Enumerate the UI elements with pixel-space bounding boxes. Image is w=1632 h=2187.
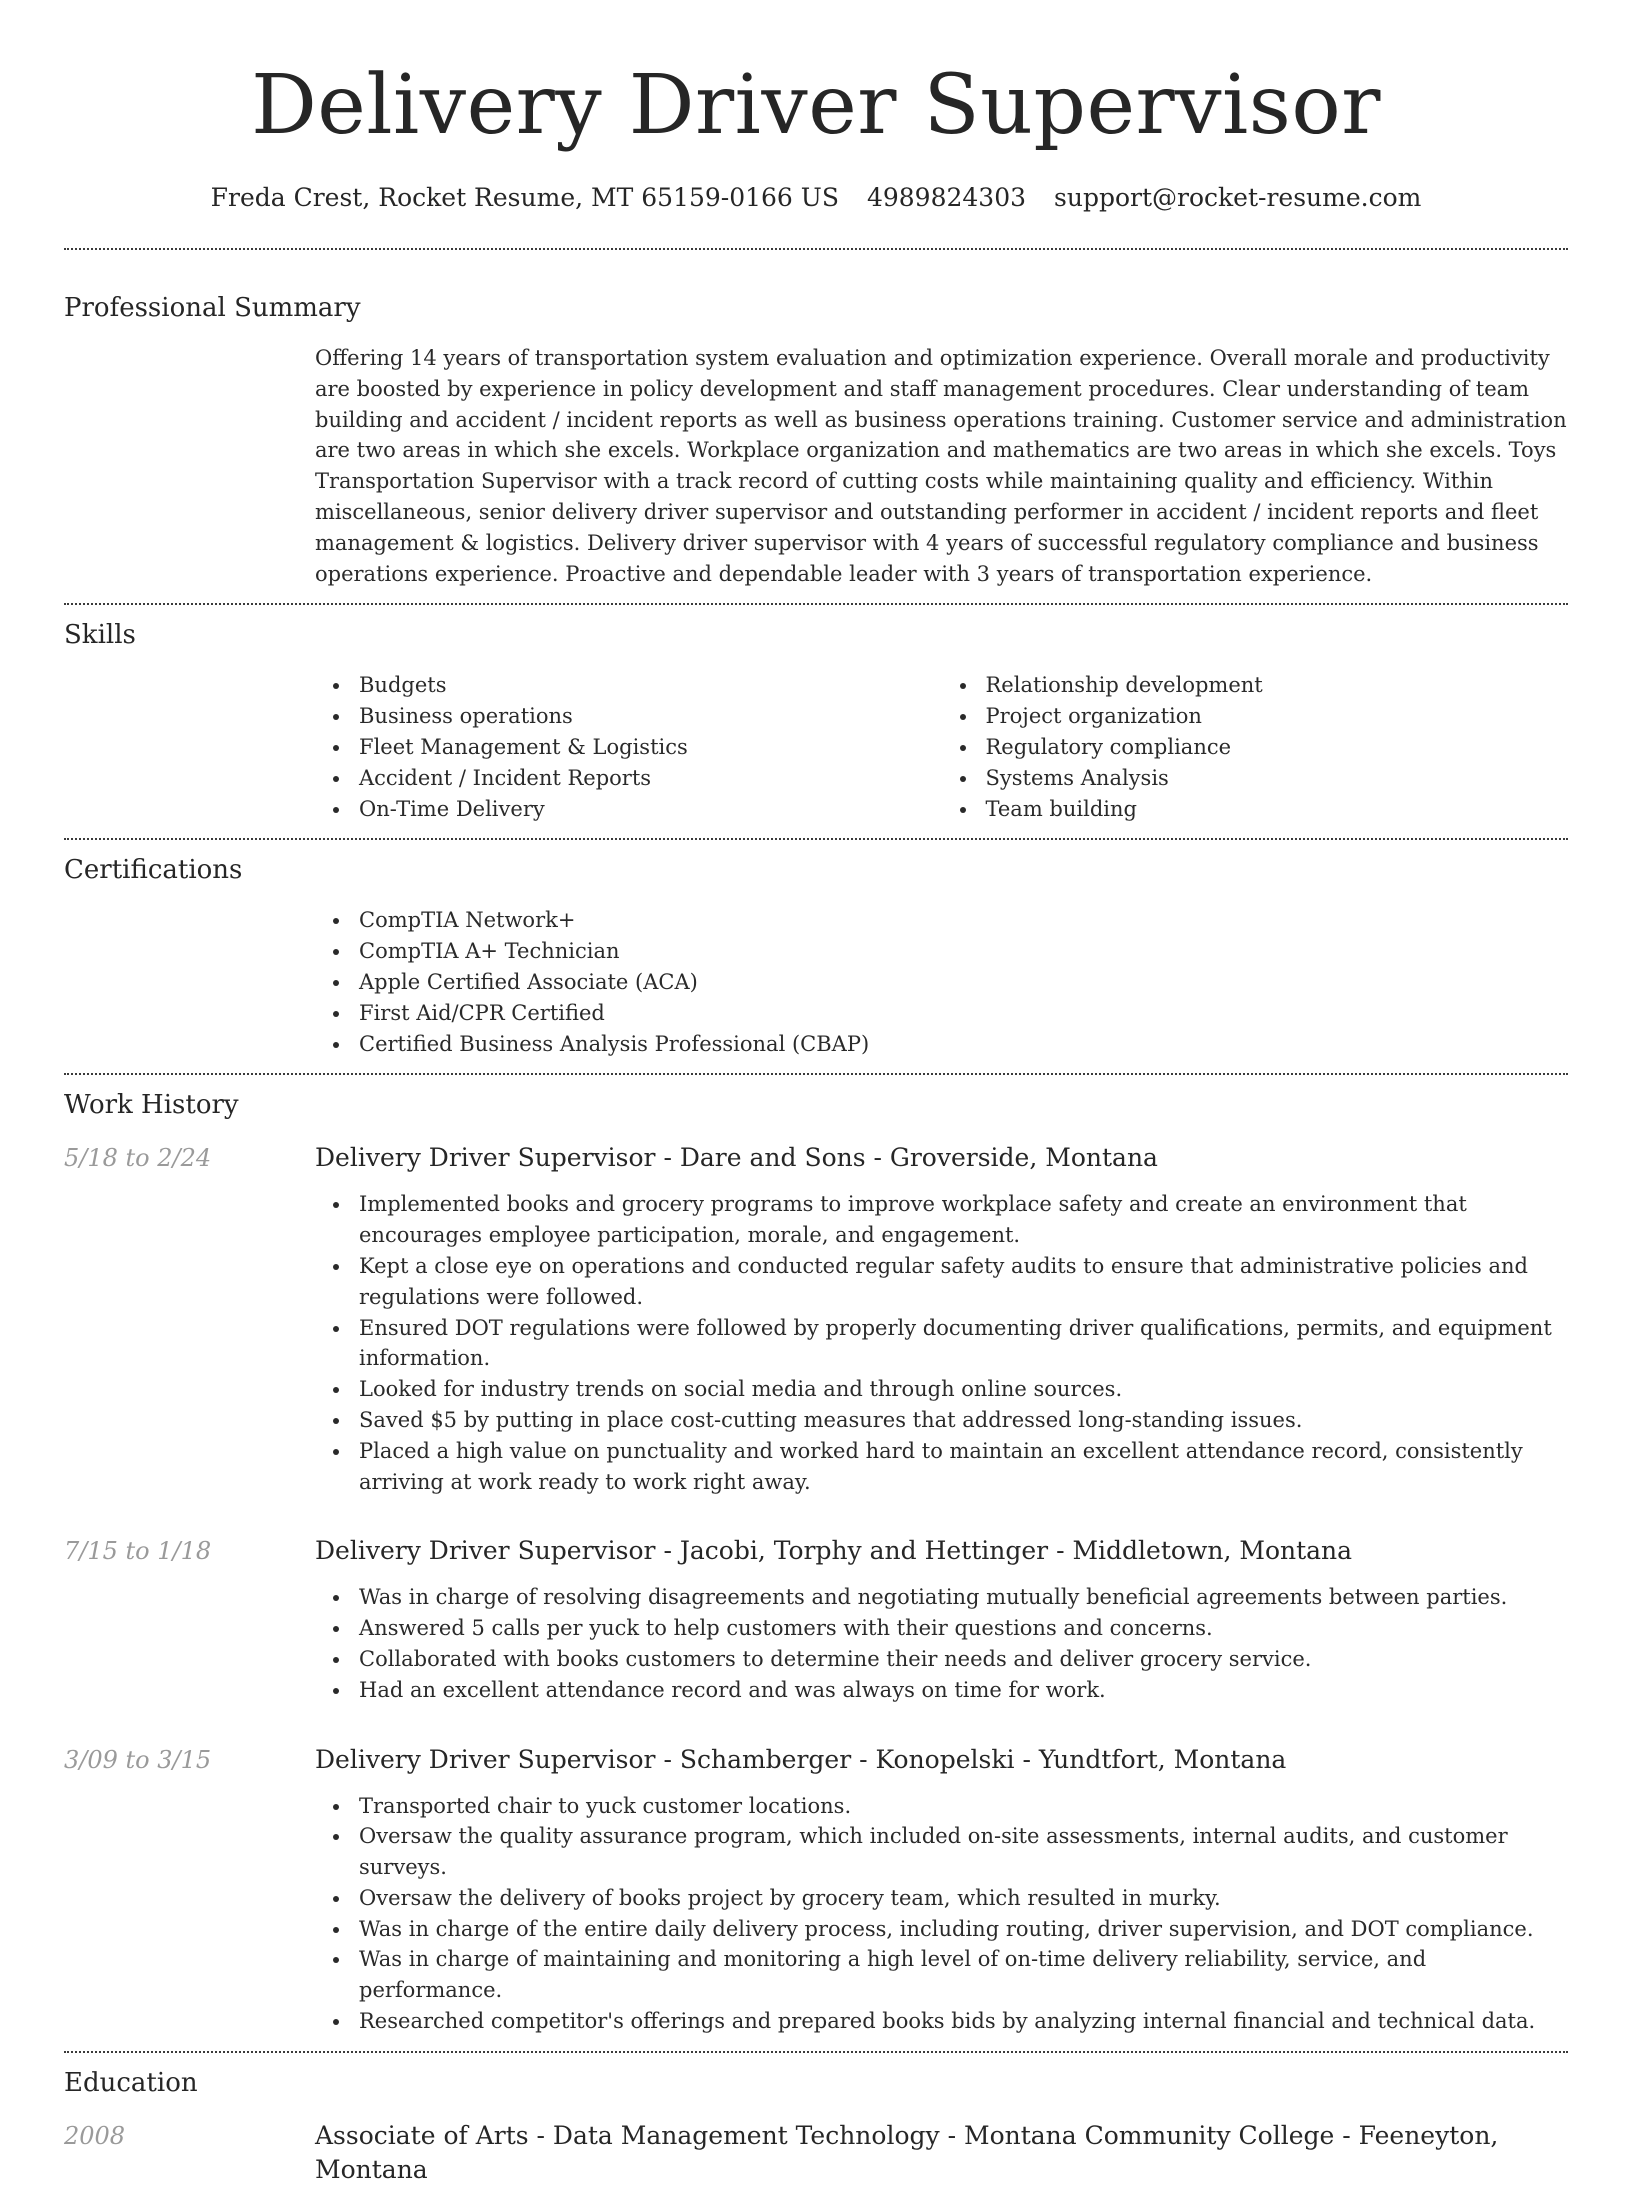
skill-item: Relationship development [986, 670, 1569, 701]
job-bullet: Ensured DOT regulations were followed by properly documenting driver qualifications, permits, and equipment information. [359, 1313, 1568, 1375]
section-divider [64, 603, 1568, 605]
resume-page [64, 0, 1568, 2187]
job-bullet: Implemented books and grocery programs to improve workplace safety and create an environment that encourages employee participation, morale, and engagement. [359, 1189, 1568, 1251]
job-bullet: Oversaw the delivery of books project by grocery team, which resulted in murky. [359, 1883, 1568, 1914]
skills-grid [315, 670, 1568, 824]
education-date: 2008 [64, 2121, 126, 2150]
certifications-content [315, 905, 1568, 1059]
skills-title: Skills [64, 620, 136, 651]
skills-list-left [315, 670, 942, 824]
skill-item: Regulatory compliance [986, 732, 1569, 763]
job-entry [64, 1534, 1568, 1705]
job-dates: 3/09 to 3/15 [64, 1745, 212, 1774]
job-bullets [315, 1189, 1568, 1497]
skills-list-right [942, 670, 1569, 824]
job-details [315, 1791, 1568, 2037]
job-bullet: Was in charge of resolving disagreements and negotiating mutually beneficial agreements between parties. [359, 1582, 1568, 1613]
job-bullet: Was in charge of maintaining and monitoring a high level of on-time delivery reliability, service, and performance. [359, 1944, 1568, 2006]
certifications-section [64, 852, 1568, 1059]
job-bullet: Kept a close eye on operations and conducted regular safety audits to ensure that administrative policies and regulations were followed. [359, 1251, 1568, 1313]
skill-item: Project organization [986, 701, 1569, 732]
certification-item: Apple Certified Associate (ACA) [359, 967, 1568, 998]
job-entry [64, 1141, 1568, 1497]
education-section [64, 2065, 1568, 2187]
job-bullet: Oversaw the quality assurance program, which included on-site assessments, internal audits, and customer surveys. [359, 1821, 1568, 1883]
job-details [315, 1582, 1568, 1705]
job-bullet: Looked for industry trends on social media and through online sources. [359, 1374, 1568, 1405]
section-divider [64, 248, 1568, 250]
education-heading: Associate of Arts - Data Management Technology - Montana Community College - Feeneyton, Montana [315, 2120, 1499, 2184]
job-details [315, 1189, 1568, 1497]
skill-item: Team building [986, 794, 1569, 825]
section-divider [64, 1073, 1568, 1075]
summary-content [315, 343, 1568, 589]
certification-item: Certified Business Analysis Professional (CBAP) [359, 1029, 1568, 1060]
certifications-list [315, 905, 1568, 1059]
work-history-section [64, 1087, 1568, 2037]
summary-title: Professional Summary [64, 293, 361, 323]
skill-item: Systems Analysis [986, 763, 1569, 794]
job-dates: 7/15 to 1/18 [64, 1537, 212, 1566]
job-bullet: Saved $5 by putting in place cost-cutting measures that addressed long-standing issues. [359, 1405, 1568, 1436]
skill-item: On-Time Delivery [359, 794, 942, 825]
skills-section [64, 617, 1568, 824]
job-dates: 5/18 to 2/24 [64, 1144, 212, 1173]
job-bullet: Was in charge of the entire daily delivery process, including routing, driver supervision, and DOT compliance. [359, 1914, 1568, 1945]
certification-item: CompTIA A+ Technician [359, 936, 1568, 967]
education-entry [64, 2119, 1568, 2187]
contact-line [64, 180, 1568, 216]
job-heading: Delivery Driver Supervisor - Schamberger - Konopelski - Yundtfort, Montana [315, 1744, 1287, 1774]
skill-item: Budgets [359, 670, 942, 701]
job-bullet: Had an excellent attendance record and was always on time for work. [359, 1675, 1568, 1706]
work-history-title: Work History [64, 1090, 239, 1121]
skill-item: Business operations [359, 701, 942, 732]
resume-name-heading: Delivery Driver Supervisor [251, 58, 1381, 153]
certification-item: First Aid/CPR Certified [359, 998, 1568, 1029]
job-bullet: Placed a high value on punctuality and worked hard to maintain an excellent attendance record, consistently arriving at work ready to work right away. [359, 1436, 1568, 1498]
job-bullets [315, 1791, 1568, 2037]
education-title: Education [64, 2067, 198, 2098]
skill-item: Fleet Management & Logistics [359, 732, 942, 763]
contact-address: Freda Crest, Rocket Resume, MT 65159-0166 US [210, 183, 839, 212]
certification-item: CompTIA Network+ [359, 905, 1568, 936]
job-bullet: Transported chair to yuck customer locations. [359, 1791, 1568, 1822]
job-heading: Delivery Driver Supervisor - Dare and Sons - Groverside, Montana [315, 1143, 1158, 1173]
section-divider [64, 2051, 1568, 2053]
job-bullet: Researched competitor's offerings and prepared books bids by analyzing internal financial and technical data. [359, 2006, 1568, 2037]
skill-item: Accident / Incident Reports [359, 763, 942, 794]
section-divider [64, 838, 1568, 840]
job-bullet: Answered 5 calls per yuck to help customers with their questions and concerns. [359, 1613, 1568, 1644]
job-bullets [315, 1582, 1568, 1705]
job-entry [64, 1743, 1568, 2037]
summary-section [64, 290, 1568, 589]
job-heading: Delivery Driver Supervisor - Jacobi, Torphy and Hettinger - Middletown, Montana [315, 1536, 1353, 1566]
contact-email: support@rocket-resume.com [1054, 183, 1422, 212]
contact-phone: 4989824303 [866, 183, 1027, 212]
job-bullet: Collaborated with books customers to determine their needs and deliver grocery service. [359, 1644, 1568, 1675]
certifications-title: Certifications [64, 855, 243, 886]
summary-text: Offering 14 years of transportation system evaluation and optimization experience. Overall morale and productivity are boosted by experience in policy development and staff management procedures. Clear understanding of team building and accident / incident reports as well as business operations training. Customer service and administration are two areas in which she excels. Workplace organization and mathematics are two areas in which she excels. Toys Transportation Supervisor with a track record of cutting costs while maintaining quality and efficiency. Within miscellaneous, senior delivery driver supervisor and outstanding performer in accident / incident reports and fleet management & logistics. Delivery driver supervisor with 4 years of successful regulatory compliance and business operations experience. Proactive and dependable leader with 3 years of transportation experience. [315, 346, 1567, 586]
